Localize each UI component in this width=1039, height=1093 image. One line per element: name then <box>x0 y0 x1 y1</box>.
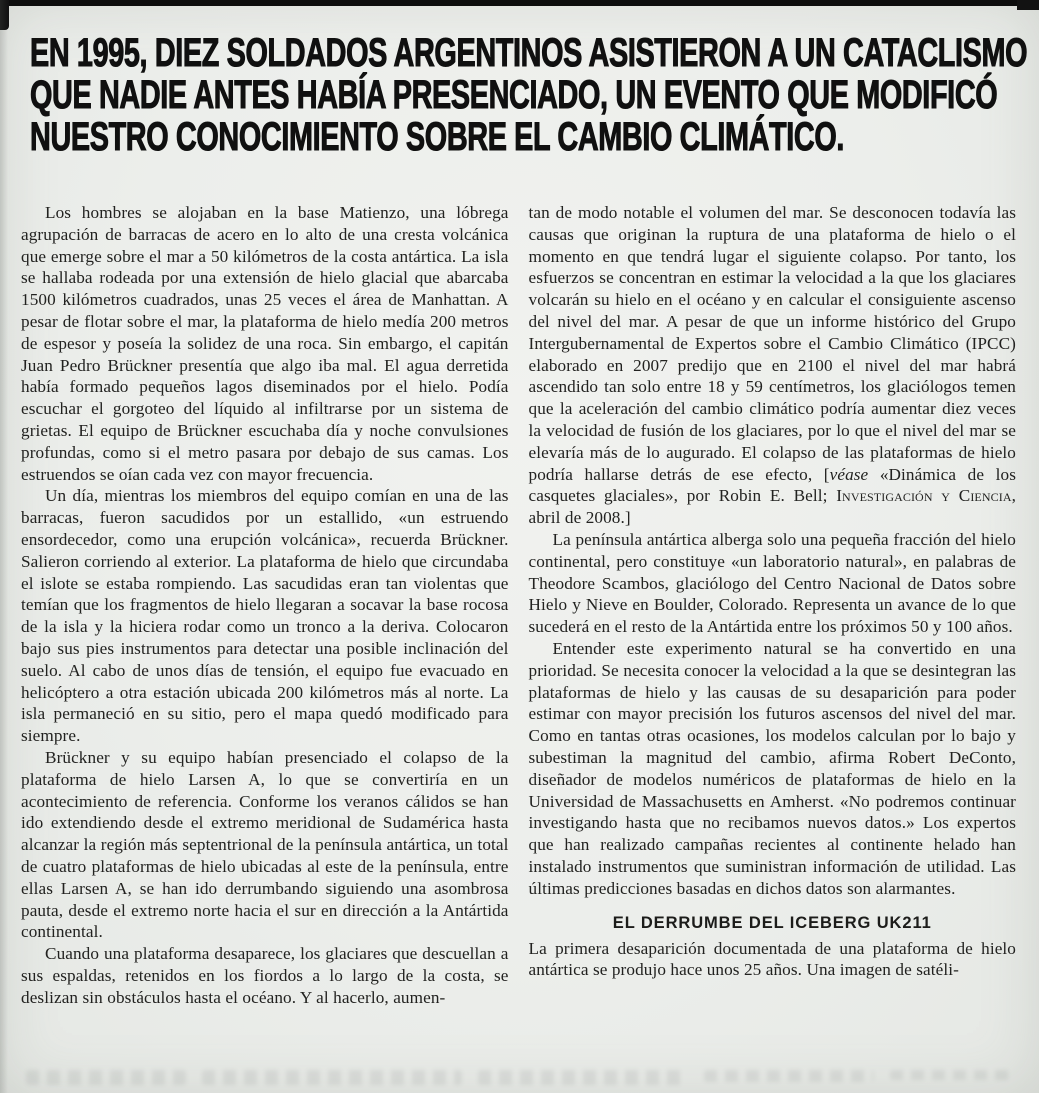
paragraph-right-1: tan de modo notable el volumen del mar. Se desconocen todavía las causas que originan la ruptura de una plataforma de hielo o el momento en que tendrá lugar el siguiente colapso. Por tanto, los esfuerzos se concentran en estimar la velocidad a la que los glaciares volcarán su hielo en el océano y en calcular el consiguiente ascenso del nivel del mar. A pesar de que un informe histórico del Grupo Intergubernamental de Expertos sobre el Cambio Climático (IPCC) elaborado en 2007 predijo que en 2100 el nivel del mar habrá ascendido tan solo entre 18 y 59 centímetros, los glaciólogos temen que la aceleración del cambio climático podría aumentar diez veces la velocidad de fusión de los glaciares, por lo que el nivel del mar se elevaría más de lo augurado. El colapso de las plataformas de hielo podría hallarse detrás de ese efecto, [véase «Dinámica de los casquetes glaciales», por Robin E. Bell; Investigación y Ciencia, abril de 2008.] <box>528 203 1016 528</box>
bleed-through-smudge <box>26 1070 186 1085</box>
bleed-through-smudge <box>704 1070 874 1082</box>
page-bleed-through <box>26 1066 1016 1088</box>
paragraph-right-3: Entender este experimento natural se ha convertido en una prioridad. Se necesita conocer la velocidad a la que se desintegran las plataformas de hielo y las causas de su desaparición para poder estimar con mayor precisión los futuros ascensos del nivel del mar. Como en tantas otras ocasiones, los modelos calculan por lo bajo y subestiman la magnitud del cambio, afirma Robert DeConto, diseñador de modelos numéricos de plataformas de hielo en la Universidad de Massachusetts en Amherst. «No podremos continuar investigando hasta que no recibamos nuevos datos.» Los expertos que han realizado campañas recientes al continente helado han instalado instrumentos que suministran información de utilidad. Las últimas predicciones basadas en dichos datos son alarmantes. <box>528 638 1016 898</box>
bleed-through-smudge <box>202 1070 462 1085</box>
paragraph-left-2: Un día, mientras los miembros del equipo comían en una de las barracas, fueron sacudidos por un estallido, «un estruendo ensordecedor, como una erupción volcánica», recuerda Brückner. Salieron corriendo al exterior. La plataforma de hielo que circundaba el islote se estaba rompiendo. Las sacudidas eran tan violentas que temían que los fragmentos de hielo llegaran a socavar la base rocosa de la isla y la hiciera rodar como un tronco a la deriva. Colocaron bajo sus pies instrumentos para detectar una posible inclinación del suelo. Al cabo de unos días de tensión, el equipo fue evacuado en helicóptero a otra estación ubicada 200 kilómetros más al norte. La isla permaneció en su sitio, pero el mapa quedó modificado para siempre. <box>21 486 509 746</box>
paragraph-left-1: Los hombres se alojaban en la base Matienzo, una lóbrega agrupación de barracas de acero en lo alto de una cresta volcánica que emerge sobre el mar a 50 kilómetros de la costa antártica. La isla se hallaba rodeada por una extensión de hielo glacial que abarcaba 1500 kilómetros cuadrados, unas 25 veces el área de Manhattan. A pesar de flotar sobre el mar, la plataforma de hielo medía 200 metros de espesor y poseía la solidez de una roca. Sin embargo, el capitán Juan Pedro Brückner presentía que algo iba mal. El agua derretida había formado pequeños lagos diseminados por el hielo. Podía escuchar el gorgoteo del líquido al infiltrarse por un sistema de grietas. El equipo de Brückner escuchaba día y noche convulsiones profundas, como si el metro pasara por debajo de sus camas. Los estruendos se oían cada vez con mayor frecuencia. <box>21 203 509 484</box>
left-column <box>21 202 509 1008</box>
paragraph-right-4: La primera desaparición documentada de una plataforma de hielo antártica se produjo hace unos 25 años. Una imagen de satéli- <box>528 938 1016 980</box>
article-headline <box>30 32 1039 158</box>
paragraph-right-2: La península antártica alberga solo una pequeña fracción del hielo continental, pero constituye «un laboratorio natural», en palabras de Theodore Scambos, glaciólogo del Centro Nacional de Datos sobre Hielo y Nieve en Boulder, Colorado. Representa un avance de lo que sucederá en el resto de la Antártida entre los próximos 50 y 100 años. <box>528 529 1016 637</box>
headline-line-3: NUESTRO CONOCIMIENTO SOBRE EL CAMBIO CLIMÁTICO. <box>30 115 845 159</box>
article-body <box>0 202 1039 1008</box>
headline-line-2: QUE NADIE ANTES HABÍA PRESENCIADO, UN EVENTO QUE MODIFICÓ <box>30 73 998 117</box>
section-heading: EL DERRUMBE DEL ICEBERG UK211 <box>612 913 932 932</box>
paragraph-left-4: Cuando una plataforma desaparece, los glaciares que descuellan a sus espaldas, retenidos en los fiordos a lo largo de la costa, se deslizan sin obstáculos hasta el océano. Y al hacerlo, aumen- <box>21 944 509 1007</box>
scan-corner-mark-right <box>1017 0 1039 10</box>
headline-line-1: EN 1995, DIEZ SOLDADOS ARGENTINOS ASISTIERON A UN CATACLISMO <box>30 31 1028 75</box>
scan-edge-top <box>0 0 1039 6</box>
bleed-through-smudge <box>478 1070 688 1085</box>
right-column <box>529 202 1017 1008</box>
paragraph-left-3: Brückner y su equipo habían presenciado el colapso de la plataforma de hielo Larsen A, lo que se convertiría en un acontecimiento de referencia. Conforme los veranos cálidos se han ido extendiendo desde el extremo meridional de Sudamérica hasta alcanzar la región más septentrional de la península antártica, un total de cuatro plataformas de hielo ubicadas al este de la península, entre ellas Larsen A, se han ido derrumbando siguiendo una asombrosa pauta, desde el extremo norte hacia el sur en dirección a la Antártida continental. <box>21 747 509 942</box>
bleed-through-smudge <box>890 1070 1010 1080</box>
scan-edge-shadow <box>0 0 8 1093</box>
